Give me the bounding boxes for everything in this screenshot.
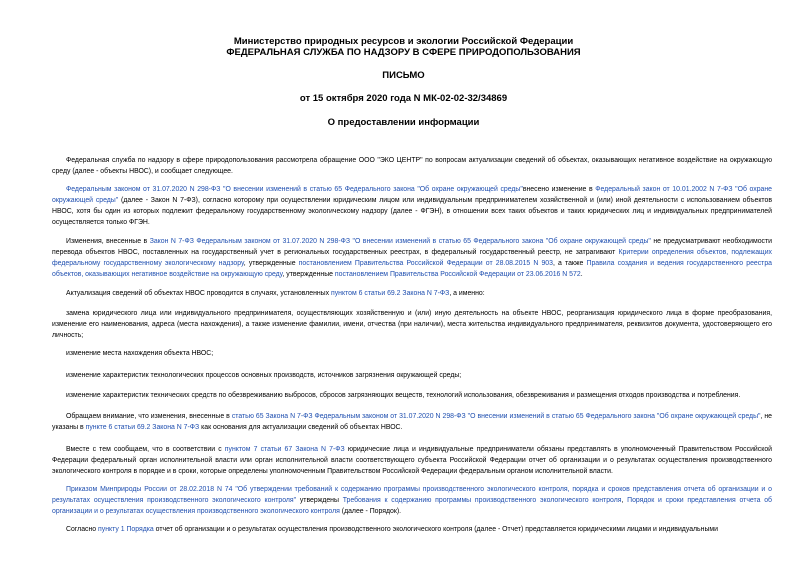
document-subject: О предоставлении информации xyxy=(327,117,480,128)
paragraph-request: Федеральная служба по надзору в сфере природопользования рассмотрела обращение ООО "ЭКО ЦЕНТР" по вопросам актуализации сведений об объектах, оказывающих негативное воздействие на окружающую среду (далее - объекты НВОС), и сообщает следующее. xyxy=(52,157,772,175)
document-date-number: от 15 октября 2020 года N МК-02-02-32/34869 xyxy=(299,93,508,104)
link-federal-law-7[interactable]: Федеральный закон от 10.01.2002 N 7-ФЗ "Об охране окружающей среды" xyxy=(52,186,773,204)
link-order-74[interactable]: Приказом Минприроды России от 28.02.2018 N 74 "Об утверждении требований к содержанию программы производственного экологического контроля, порядка и сроков представления отчета об организации и о результатах осуществления производственного экологического контроля" xyxy=(52,486,772,504)
list-item-replacement: замена юридического лица или индивидуального предпринимателя, осуществляющих хозяйственную и (или) иную деятельность на объекте НВОС, реорганизация юридического лица в форме преобразования, изменение его наименования, адреса (места нахождения), а также изменение фамилии, имени, отчества (при наличии), места жительства индивидуального предпринимателя, реквизитов документа, удостоверяющего его личность; xyxy=(52,310,772,339)
link-resolution-572[interactable]: постановлением Правительства Российской Федерации от 23.06.2016 N 572 xyxy=(334,271,581,278)
list-item-location: изменение места нахождения объекта НВОС; xyxy=(66,350,214,357)
paragraph-ministry-order: Приказом Минприроды России от 28.02.2018 N 74 "Об утверждении требований к содержанию программы производственного экологического контроля, порядка и сроков представления отчета об организации и о результатах осуществления производственного экологического контроля" утверждены Требования к содержанию программы производственного экологического контроля, Порядок и сроки представления отчета об организации и о результатах осуществления производственного экологического контроля (далее - Порядок). xyxy=(52,486,772,515)
link-clause-6-article-69-2[interactable]: пунктом 6 статьи 69.2 Закона N 7-ФЗ xyxy=(331,290,450,297)
paragraph-actualization-cases: Актуализация сведений об объектах НВОС проводится в случаях, установленных пунктом 6 статьи 69.2 Закона N 7-ФЗ, а именно: xyxy=(66,290,485,297)
link-article-65-law-7[interactable]: статью 65 Закона N 7-ФЗ Федеральным законом от 31.07.2020 N 298-ФЗ "О внесении изменений в статью 65 Федерального закона "Об охране окружающей среды" xyxy=(231,413,761,420)
link-registry-rules[interactable]: Правила создания и ведения государственного реестра объектов, оказывающих негативное воздействие на окружающую среду xyxy=(52,260,772,278)
paragraph-law-amendment: Федеральным законом от 31.07.2020 N 298-ФЗ "О внесении изменений в статью 65 Федерального закона "Об охране окружающей среды"внесено изменение в Федеральный закон от 10.01.2002 N 7-ФЗ "Об охране окружающей среды" (далее - Закон N 7-ФЗ), согласно которому при осуществлении юридическим лицом или индивидуальным предпринимателем хозяйственной и (или) иной деятельности с использованием объектов НВОС, хотя бы один из которых подлежит федеральному государственному экологическому надзору (далее - ФГЭН), в отношении всех таких объектов и таких юридических лиц и индивидуальных предпринимателей осуществляется только ФГЭН. xyxy=(52,186,773,226)
service-title: ФЕДЕРАЛЬНАЯ СЛУЖБА ПО НАДЗОРУ В СФЕРЕ ПРИРОДОПОЛЬЗОВАНИЯ xyxy=(226,47,581,58)
link-program-requirements[interactable]: Требования к содержанию программы производственного экологического контроля xyxy=(342,497,622,504)
ministry-title: Министерство природных ресурсов и экологии Российской Федерации xyxy=(233,36,574,47)
paragraph-reporting-obligation: Вместе с тем сообщаем, что в соответствии с пунктом 7 статьи 67 Закона N 7-ФЗ юридические лица и индивидуальные предприниматели обязаны представлять в уполномоченный Правительством Российской Федерации федеральный орган исполнительной власти или орган исполнительной власти соответствующего субъекта Российской Федерации отчет об организации и о результатах осуществления производственного экологического контроля в порядке и в сроки, которые определены уполномоченным Правительством Российской Федерации федеральным органом исполнительной власти. xyxy=(52,446,772,475)
link-resolution-903[interactable]: постановлением Правительства Российской Федерации от 28.08.2015 N 903 xyxy=(298,260,553,267)
paragraph-report-submission: Согласно пункту 1 Порядка отчет об организации и о результатах осуществления производственного экологического контроля (далее - Отчет) представляется юридическими лицами и индивидуальными xyxy=(66,526,718,533)
link-report-procedure[interactable]: Порядок и сроки представления отчета об организации и о результатах осуществления производственного экологического контроля xyxy=(52,497,772,515)
link-law-7-amendments[interactable]: Закон N 7-ФЗ Федеральным законом от 31.07.2020 N 298-ФЗ "О внесении изменений в статью 65 Федерального закона "Об охране окружающей среды" xyxy=(149,238,651,245)
list-item-technology: изменение характеристик технологических процессов основных производств, источников загрязнения окружающей среды; xyxy=(66,372,462,379)
link-clause-1-procedure[interactable]: пункту 1 Порядка xyxy=(98,526,154,533)
paragraph-attention: Обращаем внимание, что изменения, внесенные в статью 65 Закона N 7-ФЗ Федеральным законом от 31.07.2020 N 298-ФЗ "О внесении изменений в статью 65 Федерального закона "Об охране окружающей среды", не указаны в пункте 6 статьи 69.2 Закона N 7-ФЗ как основания для актуализации сведений об объектах НВОС. xyxy=(52,413,773,431)
link-clause-6-article-69-2-b[interactable]: пункте 6 статьи 69.2 Закона N 7-ФЗ xyxy=(85,424,200,431)
list-item-technical-means: изменение характеристик технических средств по обезвреживанию выбросов, сбросов загрязняющих веществ, технологий использования, обезвреживания и размещения отходов производства и потребления. xyxy=(66,392,741,399)
link-clause-7-article-67[interactable]: пунктом 7 статьи 67 Закона N 7-ФЗ xyxy=(224,446,345,453)
document-type: ПИСЬМО xyxy=(382,70,425,81)
paragraph-changes: Изменения, внесенные в Закон N 7-ФЗ Федеральным законом от 31.07.2020 N 298-ФЗ "О внесении изменений в статью 65 Федерального закона "Об охране окружающей среды" не предусматривают необходимости перевода объектов НВОС, поставленных на государственный учет в региональных государственных реестрах, в федеральный государственный реестр, не затрагивают Критерии определения объектов, подлежащих федеральному государственному экологическому надзору, утвержденные постановлением Правительства Российской Федерации от 28.08.2015 N 903, а также Правила создания и ведения государственного реестра объектов, оказывающих негативное воздействие на окружающую среду, утвержденные постановлением Правительства Российской Федерации от 23.06.2016 N 572. xyxy=(52,238,772,278)
link-federal-law-298[interactable]: Федеральным законом от 31.07.2020 N 298-ФЗ "О внесении изменений в статью 65 Федерального закона "Об охране окружающей среды" xyxy=(66,186,523,193)
link-criteria-objects[interactable]: Критерии определения объектов, подлежащих федеральному государственному экологическому надзору xyxy=(52,249,772,267)
